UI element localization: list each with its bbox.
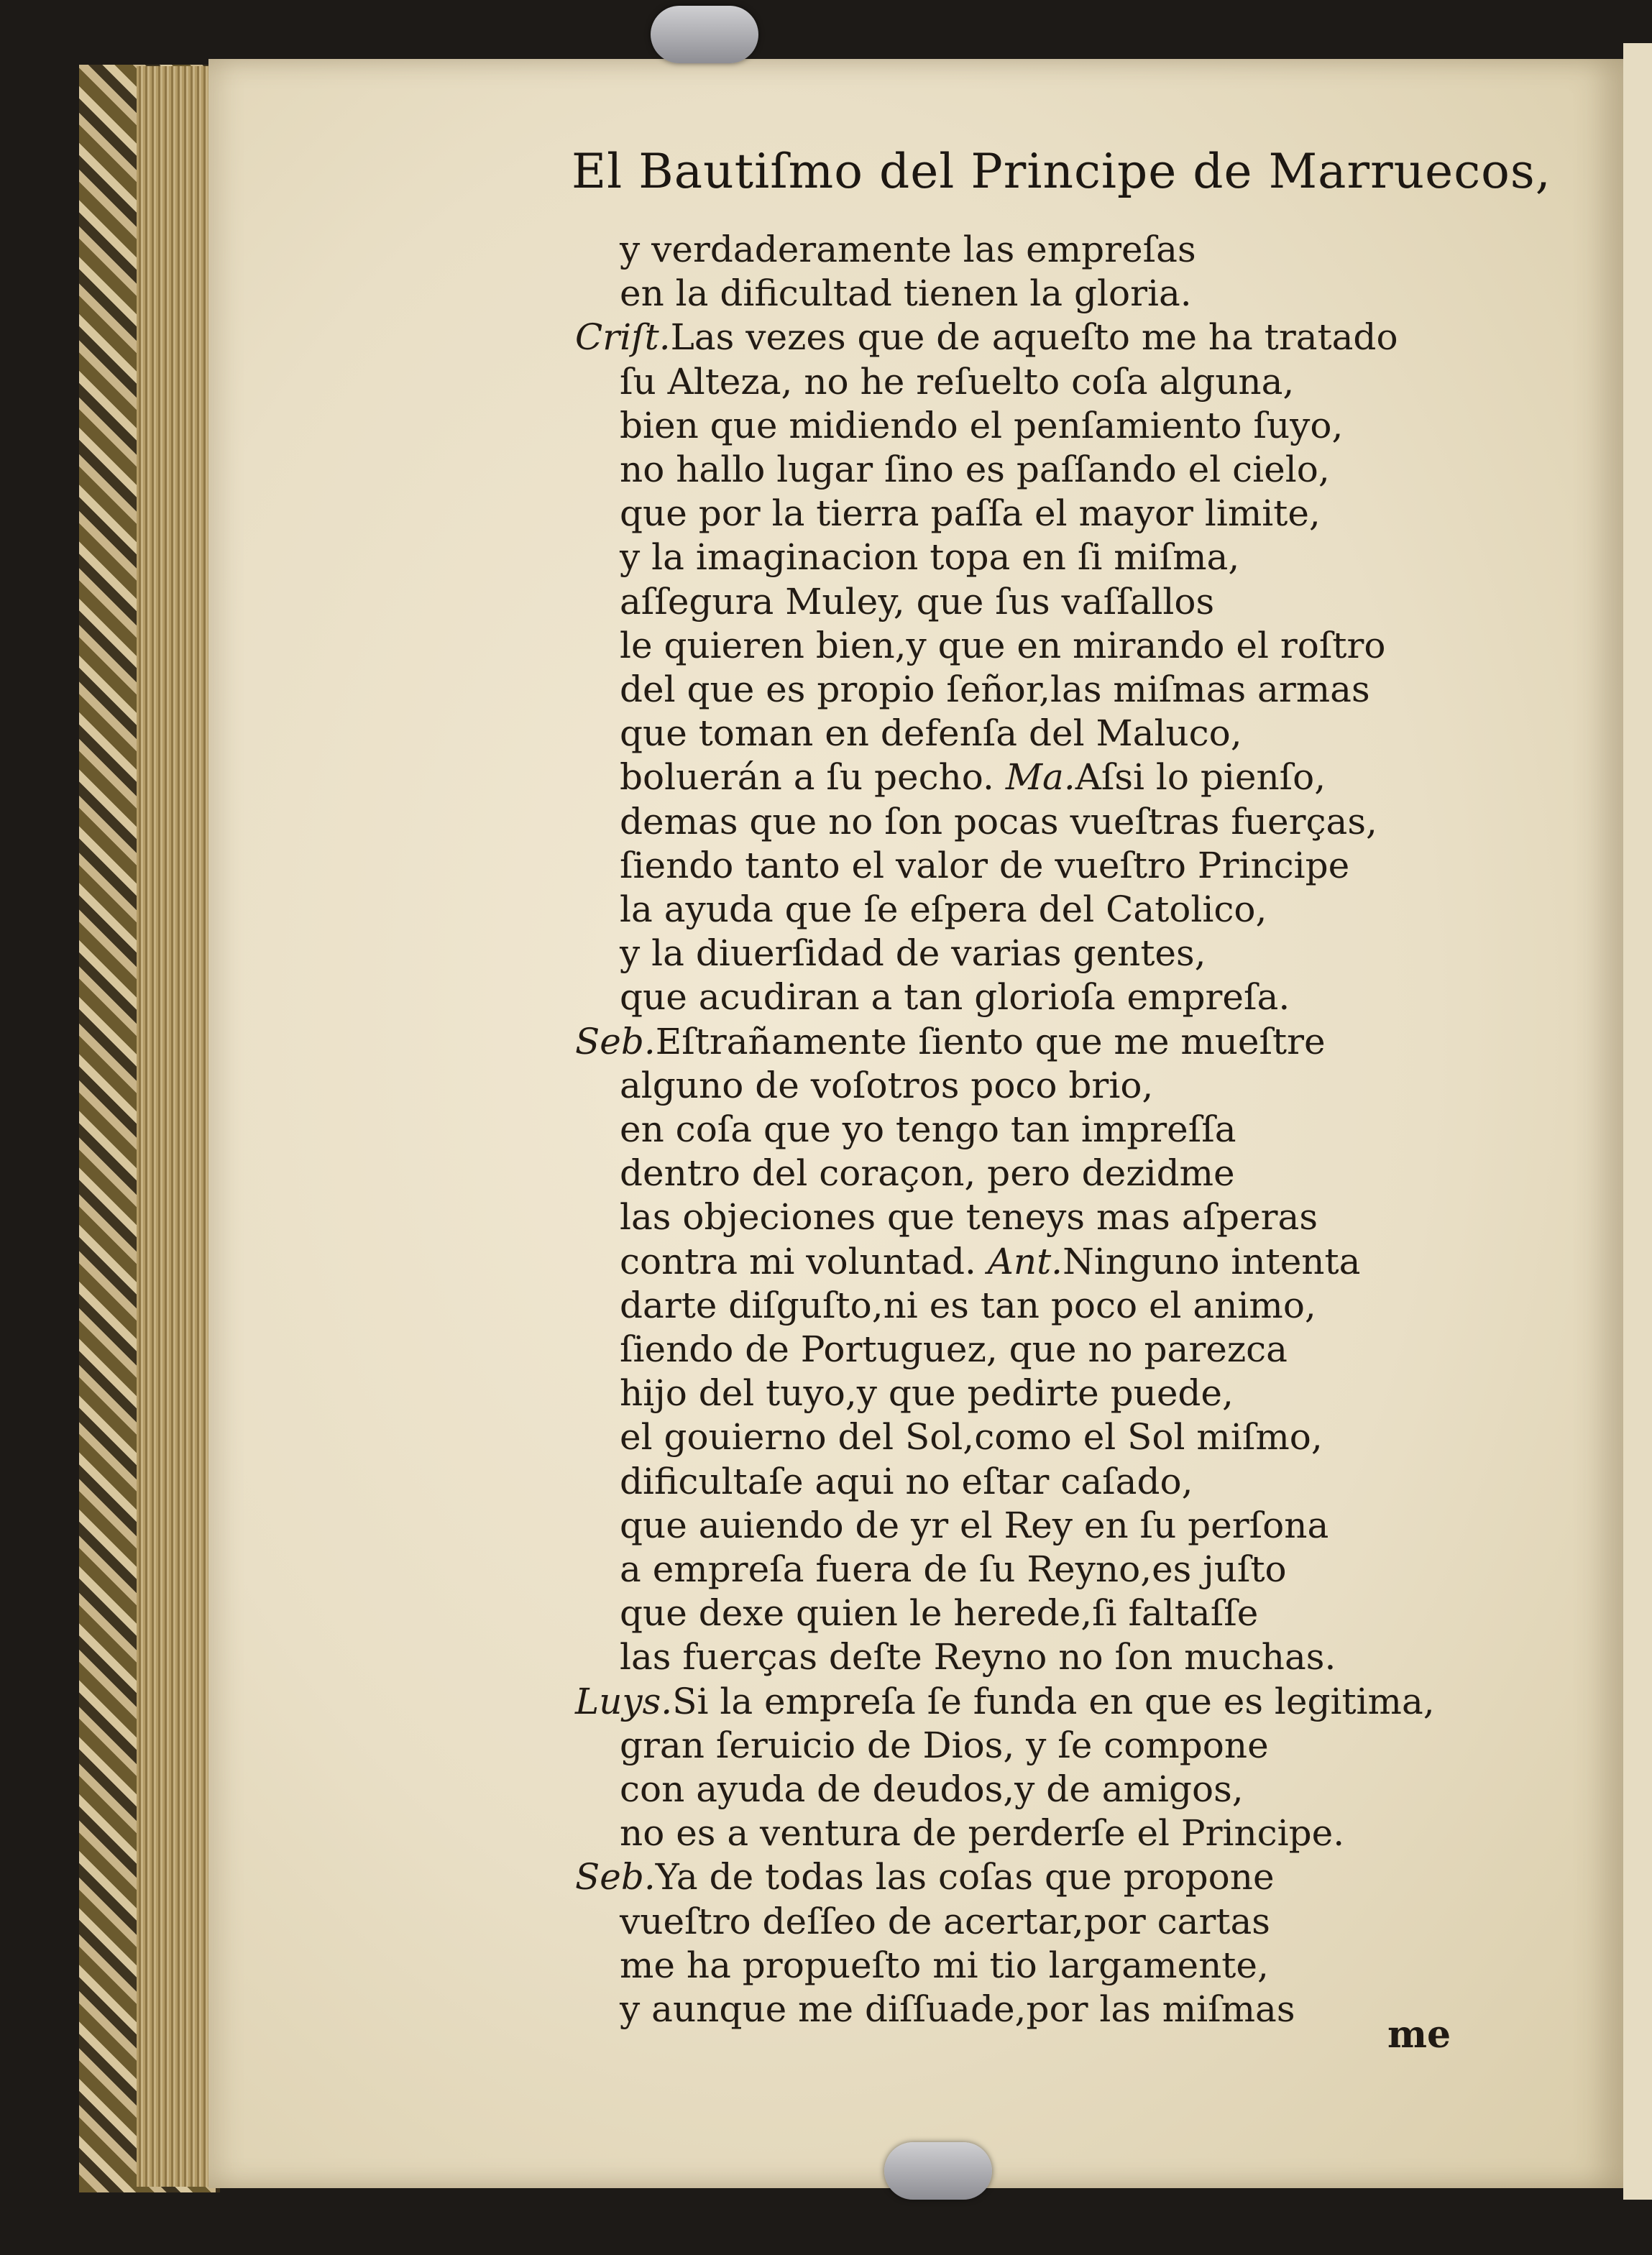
line-text: Eſtrañamente ſiento que me mueſtre xyxy=(655,1020,1326,1062)
line-text: en la dificultad tienen la gloria. xyxy=(620,272,1192,315)
line-text: las objeciones que teneys mas aſperas xyxy=(620,1196,1318,1239)
line-text: y la diuerſidad de varias gentes, xyxy=(620,932,1206,975)
line-text: y la imaginacion topa en ſi miſma, xyxy=(620,536,1240,579)
line-text: boluerán a ſu pecho. xyxy=(620,756,994,799)
line-text: no es a ventura de perderſe el Principe. xyxy=(620,1812,1345,1855)
verse-line xyxy=(620,888,1267,930)
line-text: le quieren bien,y que en mirando el roſtro xyxy=(620,624,1386,666)
line-text: Ya de todas las coſas que propone xyxy=(655,1856,1275,1898)
line-text: que auiendo de yr el Rey en ſu perſona xyxy=(620,1504,1329,1546)
verse-line xyxy=(620,1812,1345,1855)
line-text: aſſegura Muley, que ſus vaſſallos xyxy=(620,580,1215,623)
line-text: en coſa que yo tengo tan impreſſa xyxy=(620,1108,1236,1150)
line-text: ſu Alteza, no he reſuelto coſa alguna, xyxy=(620,360,1295,403)
line-text: ſiendo tanto el valor de vueſtro Principe xyxy=(620,844,1350,886)
line-text: a empreſa fuera de ſu Reyno,es juſto xyxy=(620,1548,1287,1590)
verse-line xyxy=(620,1284,1316,1326)
verse-line xyxy=(620,1460,1193,1502)
verse-line xyxy=(620,624,1386,666)
line-text: demas que no ſon pocas vueſtras fuerças, xyxy=(620,800,1377,842)
verse-line xyxy=(620,404,1344,446)
verse-line xyxy=(620,932,1206,975)
verse-line xyxy=(620,449,1330,490)
catchword: me xyxy=(1387,2013,1451,2057)
verse-line xyxy=(620,492,1321,535)
verse-line xyxy=(620,800,1377,842)
speaker-label: Criſt. xyxy=(575,316,671,359)
verse-line xyxy=(620,1108,1236,1150)
line-text: y verdaderamente las empreſas xyxy=(620,229,1196,270)
line-text: Si la empreſa ſe funda en que es legitima, xyxy=(672,1680,1435,1722)
verse-line xyxy=(620,1504,1329,1546)
verse-line xyxy=(620,1196,1318,1239)
line-text: no hallo lugar ſino es paſſando el cielo, xyxy=(620,449,1330,490)
line-text: que dexe quien le herede,ſi faltaſſe xyxy=(620,1592,1259,1635)
line-text: Las vezes que de aqueſto me ha tratado xyxy=(670,316,1398,359)
speaker-label: Seb. xyxy=(575,1856,656,1898)
verse-line xyxy=(620,712,1242,755)
verse-line xyxy=(620,1636,1336,1678)
verse-line xyxy=(620,229,1196,270)
line-text: ſiendo de Portuguez, que no parezca xyxy=(620,1328,1288,1370)
verse-line xyxy=(620,976,1290,1019)
verse-line xyxy=(620,1944,1269,1986)
running-head: El Bautiſmo del Principe de Marruecos, xyxy=(572,144,1551,199)
line-text: vueſtro deſſeo de acertar,por cartas xyxy=(620,1900,1270,1942)
verse-line xyxy=(620,1724,1269,1766)
line-text: me ha propueſto mi tio largamente, xyxy=(620,1944,1269,1986)
verse-line xyxy=(620,1240,1361,1282)
verse-line xyxy=(620,580,1215,623)
page-clip-top xyxy=(651,6,758,63)
line-text: Aſsi lo pienſo, xyxy=(1075,756,1326,799)
verse-line xyxy=(620,1372,1234,1415)
line-text: darte diſguſto,ni es tan poco el animo, xyxy=(620,1284,1316,1326)
line-text: del que es propio ſeñor,las miſmas armas xyxy=(620,669,1370,710)
verse-line xyxy=(575,1020,1326,1062)
verse-line xyxy=(620,1416,1323,1459)
verse-line xyxy=(620,1328,1288,1370)
line-text: que acudiran a tan glorioſa empreſa. xyxy=(620,976,1290,1019)
page-clip-bottom xyxy=(884,2142,992,2200)
line-text: Ninguno intenta xyxy=(1063,1240,1361,1282)
verse-line xyxy=(620,1768,1244,1810)
line-text: y aunque me diſſuade,por las miſmas xyxy=(620,1988,1295,2030)
speaker-label: Ant. xyxy=(976,1240,1063,1282)
verse-line xyxy=(620,844,1350,886)
line-text: las fuerças deſte Reyno no ſon muchas. xyxy=(620,1636,1336,1678)
verse-line xyxy=(620,1152,1235,1195)
verse-line xyxy=(620,756,1326,799)
verse-line xyxy=(620,669,1370,710)
speaker-label: Luys. xyxy=(575,1680,673,1722)
line-text: bien que midiendo el penſamiento ſuyo, xyxy=(620,404,1344,446)
line-text: hijo del tuyo,y que pedirte puede, xyxy=(620,1372,1234,1415)
line-text: gran ſeruicio de Dios, y ſe compone xyxy=(620,1724,1269,1766)
verse-line xyxy=(620,1900,1270,1942)
speaker-label: Ma. xyxy=(994,756,1075,799)
line-text: dentro del coraçon, pero dezidme xyxy=(620,1152,1235,1195)
line-text: contra mi voluntad. xyxy=(620,1240,976,1282)
line-text: alguno de voſotros poco brio, xyxy=(620,1064,1154,1106)
speaker-label: Seb. xyxy=(575,1020,656,1062)
line-text: dificultaſe aqui no eſtar caſado, xyxy=(620,1460,1193,1502)
verse-line xyxy=(620,272,1192,315)
verse-line xyxy=(620,360,1295,403)
verse-line xyxy=(620,1548,1287,1590)
verse-line xyxy=(620,1592,1259,1635)
verse-line xyxy=(620,1064,1154,1106)
line-text: que por la tierra paſſa el mayor limite, xyxy=(620,492,1321,535)
line-text: con ayuda de deudos,y de amigos, xyxy=(620,1768,1244,1810)
verse-line xyxy=(575,316,1398,359)
verse-line xyxy=(620,1988,1295,2030)
line-text: que toman en defenſa del Maluco, xyxy=(620,712,1242,755)
verse-line xyxy=(620,536,1240,579)
line-text: la ayuda que ſe eſpera del Catolico, xyxy=(620,888,1267,930)
verse-line xyxy=(575,1856,1275,1898)
facing-page-edge xyxy=(1623,43,1652,2200)
verse-line xyxy=(575,1680,1435,1722)
line-text: el gouierno del Sol,como el Sol miſmo, xyxy=(620,1416,1323,1459)
